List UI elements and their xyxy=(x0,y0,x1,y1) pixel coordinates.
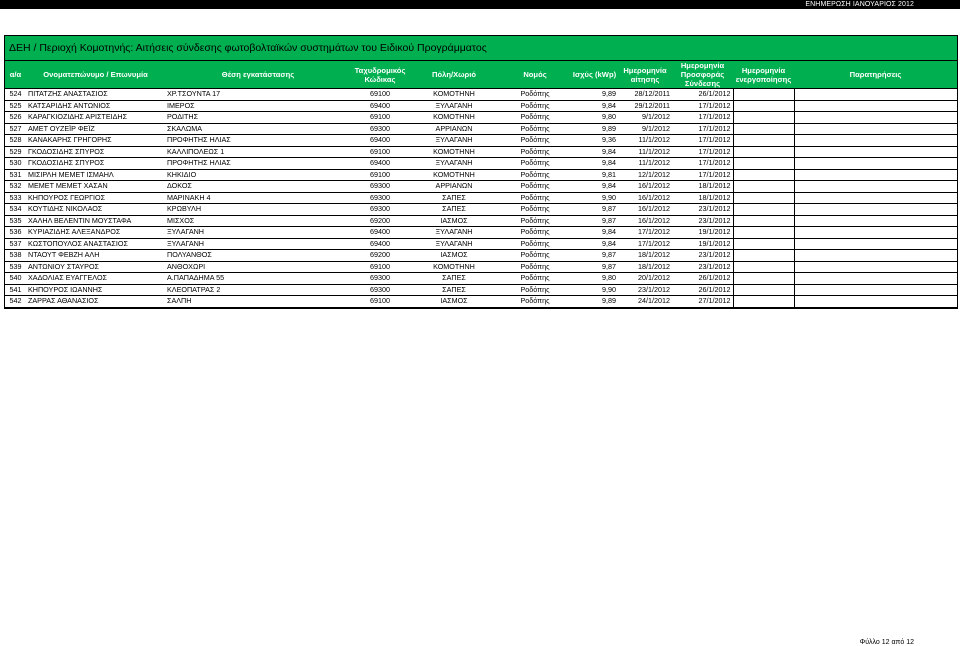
col-header-postal-code: Ταχυδρομικός Κώδικας xyxy=(351,61,409,89)
cell-prefecture: Ροδόπης xyxy=(499,261,571,273)
cell-name: ΖΑΡΡΑΣ ΑΘΑΝΑΣΙΟΣ xyxy=(26,296,165,308)
table-header-row xyxy=(5,61,957,89)
table-row xyxy=(5,112,957,124)
cell-prefecture: Ροδόπης xyxy=(499,296,571,308)
cell-postal-code: 69200 xyxy=(351,250,409,262)
cell-location: ΙΜΕΡΟΣ xyxy=(165,100,351,112)
cell-aa: 537 xyxy=(5,238,26,250)
cell-activation-date xyxy=(733,250,794,262)
page-indicator: Φύλλο 12 από 12 xyxy=(859,639,914,646)
cell-power: 9,84 xyxy=(571,238,618,250)
cell-location: ΚΗΚΙΔΙΟ xyxy=(165,169,351,181)
cell-city: ΞΥΛΑΓΑΝΗ xyxy=(409,158,499,170)
cell-postal-code: 69300 xyxy=(351,284,409,296)
cell-location: Α.ΠΑΠΑΔΗΜΑ 55 xyxy=(165,273,351,285)
cell-aa: 535 xyxy=(5,215,26,227)
table-row xyxy=(5,192,957,204)
cell-postal-code: 69100 xyxy=(351,112,409,124)
col-header-notes: Παρατηρήσεις xyxy=(794,61,957,89)
cell-application-date: 17/1/2012 xyxy=(618,238,672,250)
cell-aa: 539 xyxy=(5,261,26,273)
cell-activation-date xyxy=(733,215,794,227)
table-row xyxy=(5,250,957,262)
cell-offer-date: 18/1/2012 xyxy=(672,181,733,193)
table-body xyxy=(5,89,957,308)
cell-prefecture: Ροδόπης xyxy=(499,284,571,296)
cell-city: ΣΑΠΕΣ xyxy=(409,204,499,216)
cell-offer-date: 26/1/2012 xyxy=(672,89,733,101)
cell-offer-date: 17/1/2012 xyxy=(672,135,733,147)
cell-name: ΚΟΥΤΙΔΗΣ ΝΙΚΟΛΑΟΣ xyxy=(26,204,165,216)
cell-activation-date xyxy=(733,100,794,112)
cell-postal-code: 69300 xyxy=(351,123,409,135)
cell-postal-code: 69100 xyxy=(351,89,409,101)
cell-activation-date xyxy=(733,169,794,181)
table-row xyxy=(5,158,957,170)
cell-location: ΧΡ.ΤΣΟΥΝΤΑ 17 xyxy=(165,89,351,101)
cell-city: ΣΑΠΕΣ xyxy=(409,284,499,296)
cell-city: ΚΟΜΟΤΗΝΗ xyxy=(409,261,499,273)
cell-city: ΑΡΡΙΑΝΩΝ xyxy=(409,181,499,193)
cell-prefecture: Ροδόπης xyxy=(499,112,571,124)
cell-aa: 536 xyxy=(5,227,26,239)
cell-notes xyxy=(794,215,957,227)
cell-application-date: 28/12/2011 xyxy=(618,89,672,101)
cell-application-date: 11/1/2012 xyxy=(618,135,672,147)
cell-postal-code: 69400 xyxy=(351,158,409,170)
cell-power: 9,87 xyxy=(571,215,618,227)
cell-power: 9,90 xyxy=(571,192,618,204)
cell-postal-code: 69300 xyxy=(351,192,409,204)
cell-offer-date: 17/1/2012 xyxy=(672,146,733,158)
cell-notes xyxy=(794,227,957,239)
cell-offer-date: 17/1/2012 xyxy=(672,169,733,181)
cell-power: 9,87 xyxy=(571,250,618,262)
cell-prefecture: Ροδόπης xyxy=(499,250,571,262)
cell-postal-code: 69300 xyxy=(351,204,409,216)
cell-power: 9,84 xyxy=(571,158,618,170)
cell-activation-date xyxy=(733,146,794,158)
cell-name: ΧΑΔΟΛΙΑΣ ΕΥΑΓΓΕΛΟΣ xyxy=(26,273,165,285)
cell-power: 9,89 xyxy=(571,296,618,308)
cell-postal-code: 69400 xyxy=(351,100,409,112)
cell-city: ΑΡΡΙΑΝΩΝ xyxy=(409,123,499,135)
cell-application-date: 16/1/2012 xyxy=(618,192,672,204)
table-row xyxy=(5,273,957,285)
cell-offer-date: 19/1/2012 xyxy=(672,227,733,239)
cell-aa: 528 xyxy=(5,135,26,147)
table-row xyxy=(5,284,957,296)
cell-name: ΚΩΣΤΟΠΟΥΛΟΣ ΑΝΑΣΤΑΣΙΟΣ xyxy=(26,238,165,250)
cell-name: ΜΙΣΙΡΛΗ ΜΕΜΕΤ ΙΣΜΑΗΛ xyxy=(26,169,165,181)
cell-city: ΚΟΜΟΤΗΝΗ xyxy=(409,89,499,101)
cell-prefecture: Ροδόπης xyxy=(499,273,571,285)
cell-offer-date: 17/1/2012 xyxy=(672,158,733,170)
cell-activation-date xyxy=(733,192,794,204)
applications-table xyxy=(5,61,957,308)
table-row xyxy=(5,227,957,239)
cell-postal-code: 69100 xyxy=(351,169,409,181)
cell-aa: 541 xyxy=(5,284,26,296)
cell-application-date: 23/1/2012 xyxy=(618,284,672,296)
cell-city: ΙΑΣΜΟΣ xyxy=(409,215,499,227)
cell-location: ΠΡΟΦΗΤΗΣ ΗΛΙΑΣ xyxy=(165,158,351,170)
cell-offer-date: 17/1/2012 xyxy=(672,112,733,124)
cell-activation-date xyxy=(733,238,794,250)
cell-prefecture: Ροδόπης xyxy=(499,89,571,101)
cell-application-date: 18/1/2012 xyxy=(618,250,672,262)
col-header-city: Πόλη/Χωριό xyxy=(409,61,499,89)
cell-aa: 530 xyxy=(5,158,26,170)
cell-location: ΚΡΩΒΥΛΗ xyxy=(165,204,351,216)
cell-offer-date: 23/1/2012 xyxy=(672,204,733,216)
cell-application-date: 18/1/2012 xyxy=(618,261,672,273)
cell-prefecture: Ροδόπης xyxy=(499,169,571,181)
update-label: ΕΝΗΜΕΡΩΣΗ ΙΑΝΟΥΑΡΙΟΣ 2012 xyxy=(805,1,914,8)
cell-offer-date: 17/1/2012 xyxy=(672,123,733,135)
col-header-application-date: Ημερομηνία αίτησης xyxy=(618,61,672,89)
table-row xyxy=(5,100,957,112)
cell-aa: 529 xyxy=(5,146,26,158)
cell-prefecture: Ροδόπης xyxy=(499,227,571,239)
cell-prefecture: Ροδόπης xyxy=(499,204,571,216)
table-row xyxy=(5,261,957,273)
cell-power: 9,89 xyxy=(571,123,618,135)
cell-application-date: 11/1/2012 xyxy=(618,158,672,170)
cell-name: ΚΗΠΟΥΡΟΣ ΙΩΑΝΝΗΣ xyxy=(26,284,165,296)
table-row xyxy=(5,181,957,193)
cell-location: ΚΑΛΛΙΠΟΛΕΩΣ 1 xyxy=(165,146,351,158)
cell-activation-date xyxy=(733,135,794,147)
cell-city: ΞΥΛΑΓΑΝΗ xyxy=(409,238,499,250)
cell-notes xyxy=(794,296,957,308)
cell-activation-date xyxy=(733,227,794,239)
cell-city: ΚΟΜΟΤΗΝΗ xyxy=(409,169,499,181)
cell-postal-code: 69100 xyxy=(351,296,409,308)
cell-location: ΠΟΛΥΑΝΘΟΣ xyxy=(165,250,351,262)
cell-aa: 538 xyxy=(5,250,26,262)
cell-city: ΚΟΜΟΤΗΝΗ xyxy=(409,146,499,158)
cell-application-date: 24/1/2012 xyxy=(618,296,672,308)
cell-offer-date: 17/1/2012 xyxy=(672,100,733,112)
cell-postal-code: 69100 xyxy=(351,261,409,273)
cell-aa: 540 xyxy=(5,273,26,285)
cell-offer-date: 19/1/2012 xyxy=(672,238,733,250)
table-row xyxy=(5,135,957,147)
cell-activation-date xyxy=(733,204,794,216)
cell-name: ΑΝΤΩΝΙΟΥ ΣΤΑΥΡΟΣ xyxy=(26,261,165,273)
cell-power: 9,87 xyxy=(571,261,618,273)
cell-name: ΧΑΛΗΛ ΒΕΛΕΝΤΙΝ ΜΟΥΣΤΑΦΑ xyxy=(26,215,165,227)
cell-power: 9,89 xyxy=(571,89,618,101)
cell-activation-date xyxy=(733,181,794,193)
cell-application-date: 20/1/2012 xyxy=(618,273,672,285)
cell-activation-date xyxy=(733,158,794,170)
cell-name: ΓΚΟΔΟΣΙΔΗΣ ΣΠΥΡΟΣ xyxy=(26,158,165,170)
col-header-name: Ονοματεπώνυμο / Επωνυμία xyxy=(26,61,165,89)
cell-notes xyxy=(794,181,957,193)
top-banner xyxy=(0,0,960,9)
cell-location: ΡΟΔΙΤΗΣ xyxy=(165,112,351,124)
cell-notes xyxy=(794,89,957,101)
cell-location: ΔΟΚΟΣ xyxy=(165,181,351,193)
cell-power: 9,84 xyxy=(571,146,618,158)
cell-postal-code: 69100 xyxy=(351,146,409,158)
applications-sheet xyxy=(4,35,958,309)
cell-name: ΜΕΜΕΤ ΜΕΜΕΤ ΧΑΣΑΝ xyxy=(26,181,165,193)
cell-city: ΣΑΠΕΣ xyxy=(409,273,499,285)
table-row xyxy=(5,215,957,227)
cell-activation-date xyxy=(733,273,794,285)
cell-postal-code: 69300 xyxy=(351,273,409,285)
cell-power: 9,84 xyxy=(571,227,618,239)
cell-power: 9,84 xyxy=(571,181,618,193)
cell-prefecture: Ροδόπης xyxy=(499,181,571,193)
cell-aa: 527 xyxy=(5,123,26,135)
cell-notes xyxy=(794,284,957,296)
cell-postal-code: 69400 xyxy=(351,135,409,147)
cell-activation-date xyxy=(733,261,794,273)
table-row xyxy=(5,123,957,135)
cell-prefecture: Ροδόπης xyxy=(499,238,571,250)
cell-city: ΣΑΠΕΣ xyxy=(409,192,499,204)
cell-notes xyxy=(794,158,957,170)
cell-location: ΜΙΣΧΟΣ xyxy=(165,215,351,227)
cell-location: ΣΚΑΛΩΜΑ xyxy=(165,123,351,135)
cell-offer-date: 23/1/2012 xyxy=(672,215,733,227)
cell-postal-code: 69400 xyxy=(351,238,409,250)
cell-offer-date: 27/1/2012 xyxy=(672,296,733,308)
cell-notes xyxy=(794,169,957,181)
cell-city: ΞΥΛΑΓΑΝΗ xyxy=(409,135,499,147)
cell-location: ΑΝΘΟΧΩΡΙ xyxy=(165,261,351,273)
col-header-aa: α/α xyxy=(5,61,26,89)
cell-postal-code: 69400 xyxy=(351,227,409,239)
table-row xyxy=(5,296,957,308)
cell-activation-date xyxy=(733,123,794,135)
cell-location: ΞΥΛΑΓΑΝΗ xyxy=(165,238,351,250)
cell-notes xyxy=(794,123,957,135)
cell-prefecture: Ροδόπης xyxy=(499,100,571,112)
cell-prefecture: Ροδόπης xyxy=(499,215,571,227)
cell-city: ΙΑΣΜΟΣ xyxy=(409,296,499,308)
cell-aa: 542 xyxy=(5,296,26,308)
cell-location: ΠΡΟΦΗΤΗΣ ΗΛΙΑΣ xyxy=(165,135,351,147)
cell-city: ΞΥΛΑΓΑΝΗ xyxy=(409,100,499,112)
cell-location: ΜΑΡΙΝΑΚΗ 4 xyxy=(165,192,351,204)
cell-power: 9,80 xyxy=(571,112,618,124)
table-row xyxy=(5,169,957,181)
cell-name: ΓΚΟΔΟΣΙΔΗΣ ΣΠΥΡΟΣ xyxy=(26,146,165,158)
cell-location: ΣΑΛΠΗ xyxy=(165,296,351,308)
cell-prefecture: Ροδόπης xyxy=(499,135,571,147)
cell-name: ΚΑΤΣΑΡΙΔΗΣ ΑΝΤΩΝΙΟΣ xyxy=(26,100,165,112)
cell-name: ΚΑΝΑΚΑΡΗΣ ΓΡΗΓΟΡΗΣ xyxy=(26,135,165,147)
cell-name: ΚΗΠΟΥΡΟΣ ΓΕΩΡΓΙΟΣ xyxy=(26,192,165,204)
cell-location: ΚΛΕΟΠΑΤΡΑΣ 2 xyxy=(165,284,351,296)
cell-aa: 531 xyxy=(5,169,26,181)
cell-location: ΞΥΛΑΓΑΝΗ xyxy=(165,227,351,239)
cell-aa: 534 xyxy=(5,204,26,216)
cell-offer-date: 18/1/2012 xyxy=(672,192,733,204)
cell-application-date: 29/12/2011 xyxy=(618,100,672,112)
cell-notes xyxy=(794,112,957,124)
cell-power: 9,80 xyxy=(571,273,618,285)
cell-power: 9,87 xyxy=(571,204,618,216)
cell-postal-code: 69200 xyxy=(351,215,409,227)
col-header-location: Θέση εγκατάστασης xyxy=(165,61,351,89)
cell-notes xyxy=(794,100,957,112)
cell-notes xyxy=(794,192,957,204)
col-header-power: Ισχύς (kWp) xyxy=(571,61,618,89)
cell-power: 9,90 xyxy=(571,284,618,296)
cell-aa: 532 xyxy=(5,181,26,193)
table-row xyxy=(5,238,957,250)
cell-aa: 525 xyxy=(5,100,26,112)
col-header-prefecture: Νομός xyxy=(499,61,571,89)
table-row xyxy=(5,89,957,101)
sheet-title: ΔΕΗ / Περιοχή Κομοτηνής: Αιτήσεις σύνδεσης φωτοβολταϊκών συστημάτων του Ειδικού Προγράμματος xyxy=(5,36,957,61)
cell-activation-date xyxy=(733,296,794,308)
cell-activation-date xyxy=(733,89,794,101)
cell-application-date: 12/1/2012 xyxy=(618,169,672,181)
cell-name: ΠΙΤΑΤΖΗΣ ΑΝΑΣΤΑΣΙΟΣ xyxy=(26,89,165,101)
cell-notes xyxy=(794,250,957,262)
cell-application-date: 16/1/2012 xyxy=(618,215,672,227)
cell-application-date: 9/1/2012 xyxy=(618,112,672,124)
cell-name: ΚΑΡΑΓΚΙΟΖΙΔΗΣ ΑΡΙΣΤΕΙΔΗΣ xyxy=(26,112,165,124)
cell-activation-date xyxy=(733,112,794,124)
col-header-offer-date: Ημερομηνία Προσφοράς Σύνδεσης xyxy=(672,61,733,89)
table-row xyxy=(5,204,957,216)
cell-application-date: 16/1/2012 xyxy=(618,181,672,193)
cell-notes xyxy=(794,238,957,250)
cell-postal-code: 69300 xyxy=(351,181,409,193)
cell-aa: 526 xyxy=(5,112,26,124)
cell-power: 9,81 xyxy=(571,169,618,181)
cell-aa: 533 xyxy=(5,192,26,204)
cell-prefecture: Ροδόπης xyxy=(499,123,571,135)
cell-city: ΙΑΣΜΟΣ xyxy=(409,250,499,262)
cell-notes xyxy=(794,146,957,158)
col-header-activation-date: Ημερομηνία ενεργοποίησης xyxy=(733,61,794,89)
cell-notes xyxy=(794,135,957,147)
table-row xyxy=(5,146,957,158)
cell-offer-date: 26/1/2012 xyxy=(672,284,733,296)
cell-notes xyxy=(794,273,957,285)
cell-city: ΞΥΛΑΓΑΝΗ xyxy=(409,227,499,239)
cell-name: ΚΥΡΙΑΖΙΔΗΣ ΑΛΕΞΑΝΔΡΟΣ xyxy=(26,227,165,239)
cell-prefecture: Ροδόπης xyxy=(499,146,571,158)
cell-aa: 524 xyxy=(5,89,26,101)
cell-name: ΝΤΑΟΥΤ ΦΕΒΖΗ ΑΛΗ xyxy=(26,250,165,262)
cell-prefecture: Ροδόπης xyxy=(499,158,571,170)
cell-offer-date: 26/1/2012 xyxy=(672,273,733,285)
cell-application-date: 16/1/2012 xyxy=(618,204,672,216)
cell-power: 9,36 xyxy=(571,135,618,147)
cell-application-date: 9/1/2012 xyxy=(618,123,672,135)
cell-activation-date xyxy=(733,284,794,296)
cell-offer-date: 23/1/2012 xyxy=(672,261,733,273)
cell-name: ΑΜΕΤ ΟΥΖΕΪΡ ΦΕΪΖ xyxy=(26,123,165,135)
cell-notes xyxy=(794,204,957,216)
cell-city: ΚΟΜΟΤΗΝΗ xyxy=(409,112,499,124)
cell-prefecture: Ροδόπης xyxy=(499,192,571,204)
cell-application-date: 17/1/2012 xyxy=(618,227,672,239)
cell-offer-date: 23/1/2012 xyxy=(672,250,733,262)
cell-power: 9,84 xyxy=(571,100,618,112)
cell-application-date: 11/1/2012 xyxy=(618,146,672,158)
cell-notes xyxy=(794,261,957,273)
